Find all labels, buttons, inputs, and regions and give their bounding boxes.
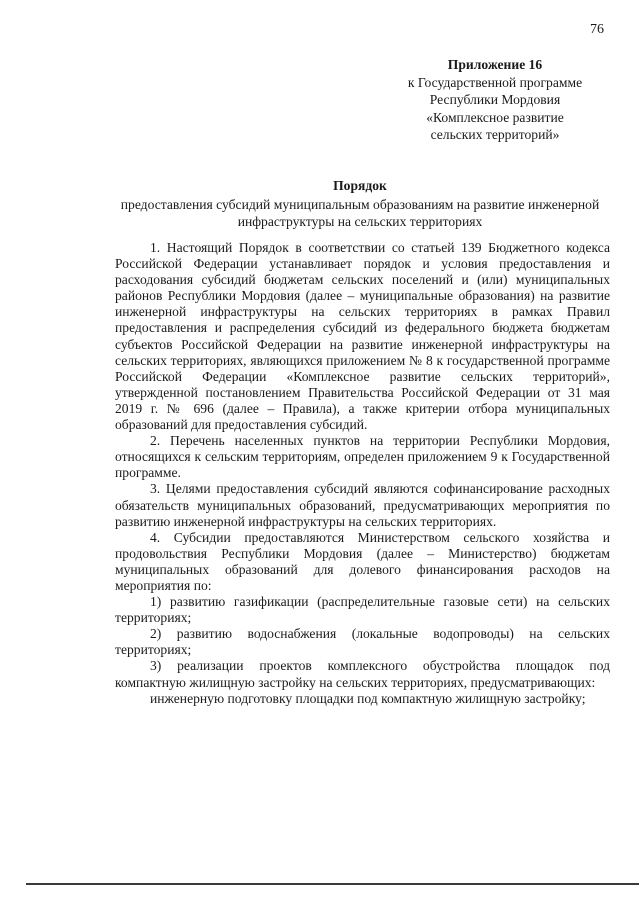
scan-edge-line	[26, 883, 639, 885]
appendix-header	[365, 56, 625, 144]
appendix-line: Республики Мордовия	[429, 92, 561, 108]
list-item: инженерную подготовку площадки под компактную жилищную застройку;	[150, 690, 586, 706]
order-subtitle: предоставления субсидий муниципальным образованиям на развитие инженерной инфраструктуры на сельских территориях	[120, 197, 600, 230]
appendix-line: к Государственной программе	[407, 74, 583, 90]
paragraph: 4. Субсидии предоставляются Министерством сельского хозяйства и продовольствия Республики Мордовия (далее – Министерство) бюджетам муниципальных образований для долевого финансирования расходов на мероприятия по:	[115, 529, 610, 593]
paragraph: 2. Перечень населенных пунктов на территории Республики Мордовия, относящихся к сельским территориям, определен приложением 9 к Государственной программе.	[115, 433, 610, 481]
appendix-title: Приложение 16	[447, 57, 543, 72]
list-item: 3) реализации проектов комплексного обустройства площадок под компактную жилищную застройку на сельских территориях, предусматривающих:	[115, 658, 610, 690]
paragraph: 1. Настоящий Порядок в соответствии со статьей 139 Бюджетного кодекса Российской Федерации устанавливает порядок и условия предоставления и расходования субсидий бюджетам сельских поселений и (или) муниципальных районов Республики Мордовия (далее – муниципальные образования) на развитие инженерной инфраструктуры на сельских территориях в рамках Правил предоставления и распределения субсидий из федерального бюджета бюджетам субъектов Российской Федерации на развитие инженерной инфраструктуры на сельских территориях, являющихся приложением № 8 к государственной программе Российской Федерации «Комплексное развитие сельских территорий», утвержденной постановлением Правительства Российской Федерации от 31 мая 2019 г. № 696 (далее – Правила), а также критерии отбора муниципальных образований для предоставления субсидий.	[115, 240, 610, 433]
order-title: Порядок	[333, 178, 387, 193]
paragraph: 3. Целями предоставления субсидий являются софинансирование расходных обязательств муниципальных образований, предусматривающих мероприятия по развитию инженерной инфраструктуры на сельских территориях.	[115, 481, 610, 529]
document-body	[115, 240, 610, 707]
appendix-line: сельских территорий»	[430, 127, 560, 143]
list-item: 2) развитию водоснабжения (локальные водопроводы) на сельских территориях;	[115, 626, 610, 658]
appendix-line: «Комплексное развитие	[426, 109, 564, 125]
list-item: 1) развитию газификации (распределительные газовые сети) на сельских территориях;	[115, 594, 610, 626]
page-number: 76	[590, 22, 604, 37]
